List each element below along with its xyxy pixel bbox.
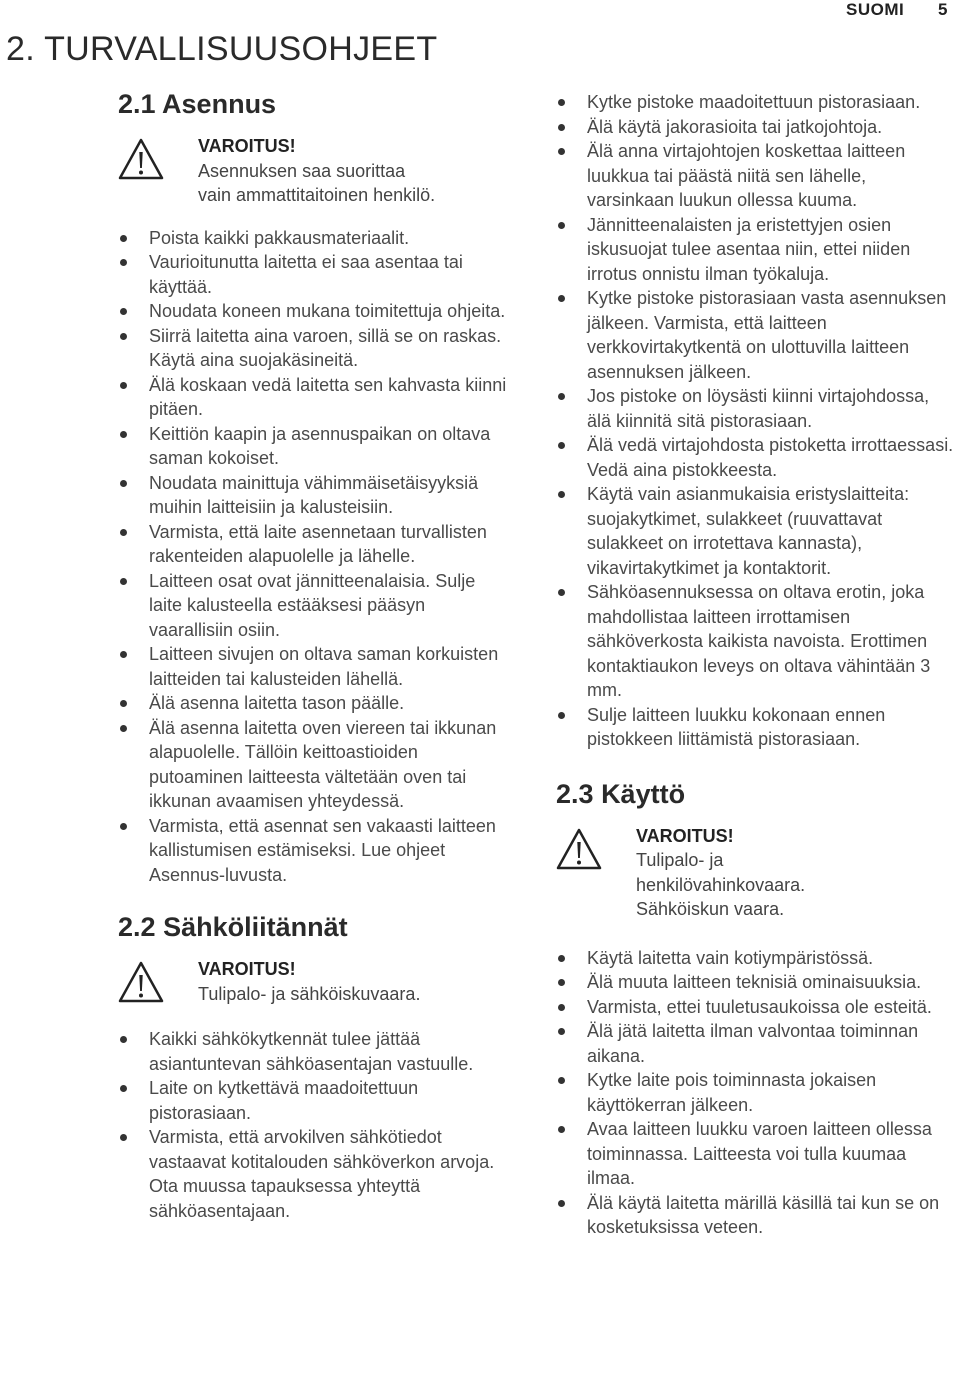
list-item: Älä käytä laitetta märillä käsillä tai kun se on kosketuksissa veteen. (556, 1191, 956, 1240)
list-item: Avaa laitteen luukku varoen laitteen ollessa toiminnassa. Laitteesta voi tulla kuumaa ilmaa. (556, 1117, 956, 1191)
list-item: Jos pistoke on löysästi kiinni virtajohdossa, älä kiinnitä sitä pistorasiaan. (556, 384, 956, 433)
list-item: Vaurioitunutta laitetta ei saa asentaa tai käyttää. (118, 250, 508, 299)
list-kaytto (556, 946, 956, 1240)
section-heading-sahkoliitannat: 2.2 Sähköliitännät (118, 912, 348, 942)
warning-triangle-icon (118, 138, 164, 180)
warning-box-sahkoliitannat (118, 957, 508, 1007)
warning-text: Tulipalo- ja sähköiskuvaara. (198, 983, 421, 1004)
page-number: 5 (938, 0, 948, 19)
warning-title: VAROITUS! (198, 136, 296, 156)
warning-text: henkilövahinkovaara. (636, 874, 806, 895)
warning-title: VAROITUS! (636, 825, 734, 846)
warning-box-asennus (118, 134, 508, 208)
list-item: Älä vedä virtajohdosta pistoketta irrottaessasi. Vedä aina pistokkeesta. (556, 433, 956, 482)
list-item: Keittiön kaapin ja asennuspaikan on oltava saman kokoiset. (118, 422, 508, 471)
right-column (556, 90, 956, 1240)
list-item: Kytke pistoke pistorasiaan vasta asennuksen jälkeen. Varmista, että laitteen verkkovirtakytkentä on ulottuvilla laitteen asennuksen jälkeen. (556, 286, 956, 384)
list-item: Sulje laitteen luukku kokonaan ennen pistokkeen liittämistä pistorasiaan. (556, 703, 956, 752)
header-language: SUOMI (846, 0, 905, 19)
list-item: Älä koskaan vedä laitetta sen kahvasta kiinni pitäen. (118, 373, 508, 422)
list-sahkoliitannat (118, 1027, 508, 1223)
warning-text: Asennuksen saa suorittaa (198, 160, 406, 181)
section-heading-asennus: 2.1 Asennus (118, 89, 277, 119)
list-item: Noudata mainittuja vähimmäisetäisyyksiä muihin laitteisiin ja kalusteisiin. (118, 471, 508, 520)
section-heading-kaytto: 2.3 Käyttö (556, 778, 686, 809)
left-column (118, 86, 508, 1223)
warning-text: vain ammattitaitoinen henkilö. (198, 185, 436, 205)
warning-box-kaytto (556, 824, 956, 922)
list-item: Älä asenna laitetta oven viereen tai ikkunan alapuolelle. Tällöin keittoastioiden putoaminen laitteesta vältetään oven tai ikkunan avaamisen yhteydessä. (118, 716, 508, 814)
warning-triangle-icon (118, 961, 164, 1003)
list-item: Sähköasennuksessa on oltava erotin, joka mahdollistaa laitteen irrottamisen sähköverkosta kaikista navoista. Erottimen kontaktiaukon leveys on oltava vähintään 3 mm. (556, 580, 956, 703)
list-item: Laitteen osat ovat jännitteenalaisia. Sulje laite kalusteella estääksesi pääsyn vaarallisiin osiin. (118, 569, 508, 643)
list-item: Älä muuta laitteen teknisiä ominaisuuksia. (556, 970, 956, 995)
warning-triangle-icon (556, 828, 602, 870)
list-item: Älä käytä jakorasioita tai jatkojohtoja. (556, 115, 956, 140)
list-item: Siirrä laitetta aina varoen, sillä se on raskas. Käytä aina suojakäsineitä. (118, 324, 508, 373)
list-item: Varmista, että asennat sen vakaasti laitteen kallistumisen estämiseksi. Lue ohjeet Asennus-luvusta. (118, 814, 508, 888)
list-item: Älä jätä laitetta ilman valvontaa toiminnan aikana. (556, 1019, 956, 1068)
warning-title: VAROITUS! (198, 959, 296, 979)
list-asennus (118, 226, 508, 888)
list-item: Laite on kytkettävä maadoitettuun pistorasiaan. (118, 1076, 508, 1125)
list-item: Jännitteenalaisten ja eristettyjen osien iskusuojat tulee asentaa niin, ettei niiden irrotus onnistu ilman työkaluja. (556, 213, 956, 287)
list-item: Kytke pistoke maadoitettuun pistorasiaan. (556, 90, 956, 115)
list-item: Kytke laite pois toiminnasta jokaisen käyttökerran jälkeen. (556, 1068, 956, 1117)
list-item: Älä asenna laitetta tason päälle. (118, 691, 508, 716)
chapter-title: 2. TURVALLISUUSOHJEET (6, 30, 438, 68)
list-item: Käytä laitetta vain kotiympäristössä. (556, 946, 956, 971)
warning-text: Tulipalo- ja (636, 850, 724, 870)
warning-text: Sähköiskun vaara. (636, 899, 785, 919)
list-item: Kaikki sähkökytkennät tulee jättää asiantuntevan sähköasentajan vastuulle. (118, 1027, 508, 1076)
list-item: Käytä vain asianmukaisia eristyslaitteita: suojakytkimet, sulakkeet (ruuvattavat sulakkeet on irrotettava kannasta), vikavirtakytkimet ja kontaktorit. (556, 482, 956, 580)
list-item: Varmista, että laite asennetaan turvallisten rakenteiden alapuolelle ja lähelle. (118, 520, 508, 569)
list-item: Varmista, ettei tuuletusaukoissa ole esteitä. (556, 995, 956, 1020)
list-item: Noudata koneen mukana toimitettuja ohjeita. (118, 299, 508, 324)
list-item: Älä anna virtajohtojen koskettaa laitteen luukkua tai päästä niitä sen lähelle, varsinkaan luukun ollessa kuuma. (556, 139, 956, 213)
list-item: Laitteen sivujen on oltava saman korkuisten laitteiden tai kalusteiden lähellä. (118, 642, 508, 691)
list-item: Varmista, että arvokilven sähkötiedot vastaavat kotitalouden sähköverkon arvoja. Ota muussa tapauksessa yhteyttä sähköasentajaan. (118, 1125, 508, 1223)
list-sahkoliitannat-continued (556, 90, 956, 752)
list-item: Poista kaikki pakkausmateriaalit. (118, 226, 508, 251)
